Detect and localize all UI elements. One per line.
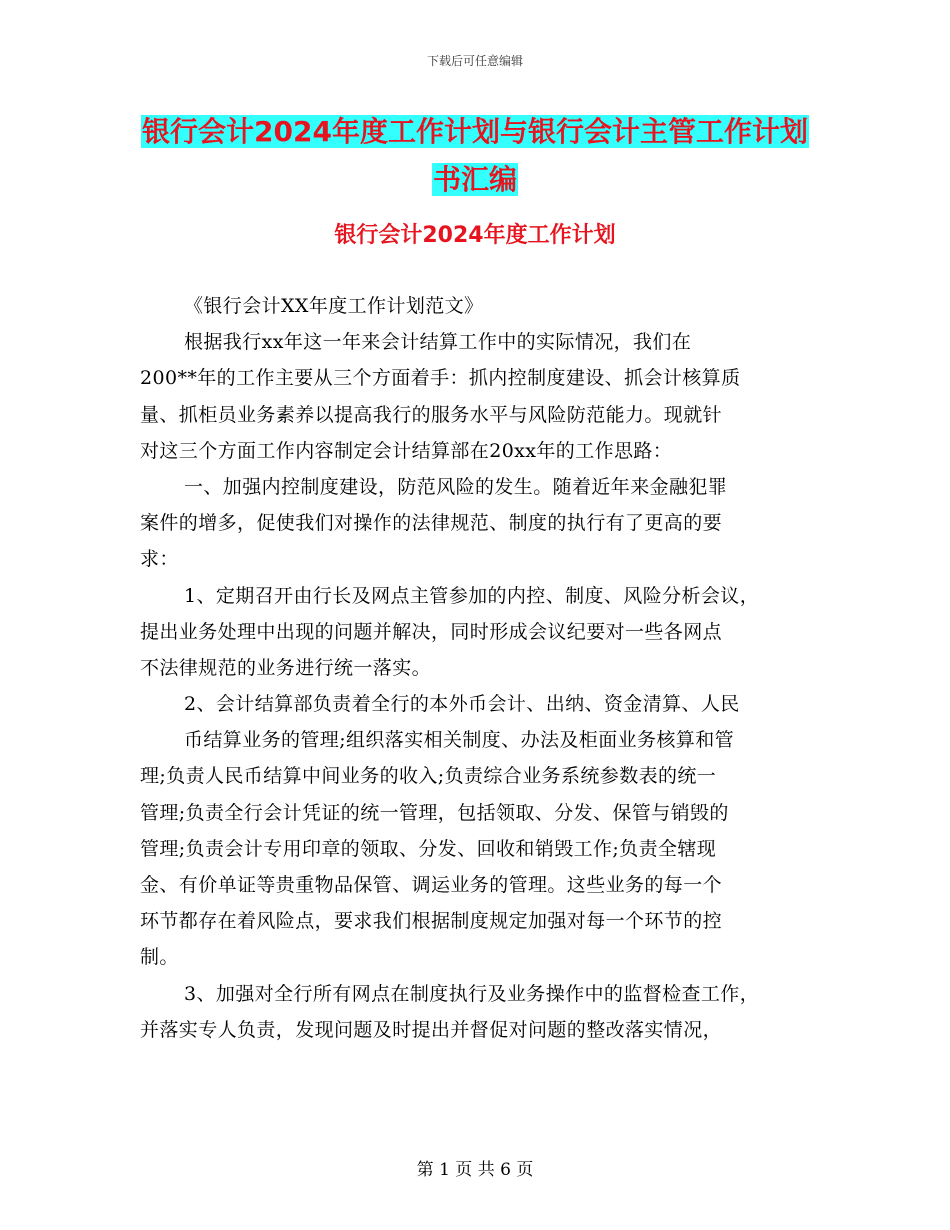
text-line: 200**年的工作主要从三个方面着手：抓内控制度建设、抓会计核算质 (140, 367, 741, 390)
text-line: 《银行会计XX年度工作计划范文》 (184, 295, 484, 317)
title-line-2: 书汇编 (432, 163, 517, 196)
text-line: 币结算业务的管理;组织落实相关制度、办法及柜面业务核算和管 (184, 729, 735, 752)
text-line: 并落实专人负责，发现问题及时提出并督促对问题的整改落实情况， (140, 1018, 723, 1041)
text-line: 环节都存在着风险点，要求我们根据制度规定加强对每一个环节的控 (140, 910, 723, 933)
text-line: 管理;负责全行会计凭证的统一管理，包括领取、分发、保管与销毁的 (140, 801, 729, 824)
text-line: 提出业务处理中出现的问题并解决，同时形成会议纪要对一些各网点 (140, 620, 723, 643)
document-title (0, 108, 950, 204)
body-text (140, 288, 820, 1048)
page-footer: 第 1 页 共 6 页 (416, 1160, 534, 1180)
text-line: 3、加强对全行所有网点在制度执行及业务操作中的监督检查工作， (184, 982, 760, 1005)
text-line: 量、抓柜员业务素养以提高我行的服务水平与风险防范能力。现就针 (140, 403, 723, 426)
text-line: 对这三个方面工作内容制定会计结算部在20xx年的工作思路： (140, 439, 673, 462)
text-line: 不法律规范的业务进行统一落实。 (140, 656, 432, 679)
text-line: 1、定期召开由行长及网点主管参加的内控、制度、风险分析会议， (184, 584, 760, 607)
title-line-1: 银行会计2024年度工作计划与银行会计主管工作计划 (142, 115, 808, 148)
text-line: 金、有价单证等贵重物品保管、调运业务的管理。这些业务的每一个 (140, 874, 723, 896)
header-note: 下载后可任意编辑 (426, 54, 523, 68)
text-line: 案件的增多，促使我们对操作的法律规范、制度的执行有了更高的要 (140, 512, 723, 535)
text-line: 理;负责人民币结算中间业务的收入;负责综合业务系统参数表的统一 (140, 765, 717, 788)
text-line: 求： (140, 548, 179, 571)
text-line: 2、会计结算部负责着全行的本外币会计、出纳、资金清算、人民 (184, 693, 740, 716)
text-line: 一、加强内控制度建设，防范风险的发生。随着近年来金融犯罪 (184, 475, 728, 498)
text-line: 制。 (140, 946, 179, 969)
text-line: 根据我行xx年这一年来会计结算工作中的实际情况，我们在 (184, 331, 692, 354)
text-line: 管理;负责会计专用印章的领取、分发、回收和销毁工作;负责全辖现 (140, 837, 717, 860)
section-title: 银行会计2024年度工作计划 (334, 223, 616, 248)
